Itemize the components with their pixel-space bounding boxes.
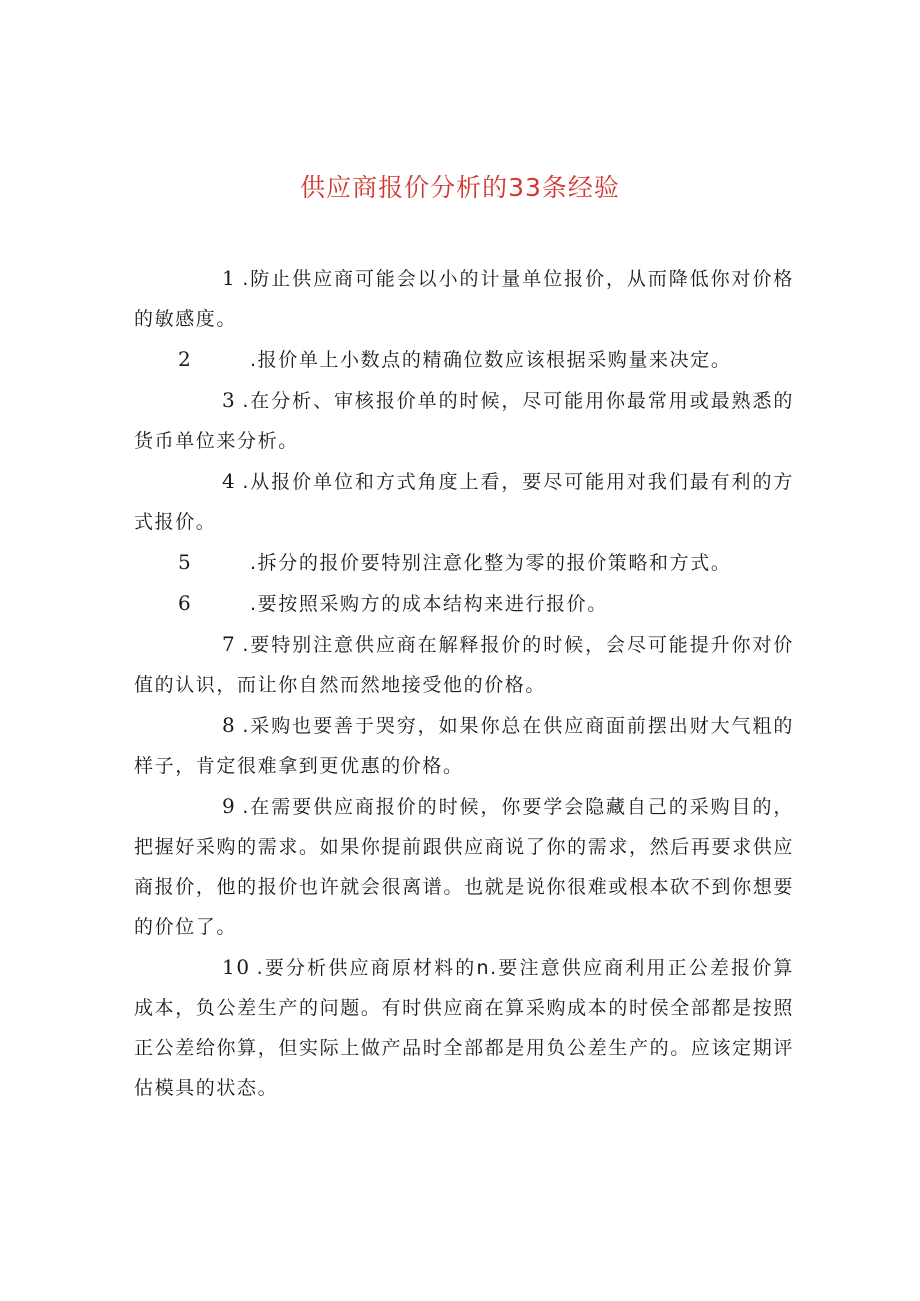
list-item bbox=[134, 624, 794, 705]
list-item bbox=[134, 705, 794, 786]
item-number: 7 bbox=[222, 632, 237, 656]
list-item bbox=[134, 947, 794, 1108]
document-title: 供应商报价分析的33条经验 bbox=[300, 173, 620, 202]
item-text: .拆分的报价要特别注意化整为零的报价策略和方式。 bbox=[250, 552, 732, 574]
item-number: 5 bbox=[178, 550, 193, 574]
item-number: 8 bbox=[222, 713, 237, 737]
list-item bbox=[134, 786, 794, 947]
item-text: .报价单上小数点的精确位数应该根据采购量来决定。 bbox=[250, 349, 732, 371]
item-text: .在需要供应商报价的时候，你要学会隐藏自己的采购目的，把握好采购的需求。如果你提前跟供应商说了你的需求，然后再要求供应商报价，他的报价也许就会很离谱。也就是说你很难或根本砍不到你想要的价位了。 bbox=[134, 796, 794, 938]
list-item bbox=[134, 542, 794, 583]
item-number: 4 bbox=[222, 469, 237, 493]
item-text: .采购也要善于哭穷，如果你总在供应商面前摆出财大气粗的样子，肯定很难拿到更优惠的价格。 bbox=[134, 715, 794, 777]
list-item bbox=[134, 380, 794, 461]
item-text: .从报价单位和方式角度上看，要尽可能用对我们最有利的方式报价。 bbox=[134, 471, 794, 533]
item-number: 1 bbox=[222, 266, 237, 290]
item-number: 3 bbox=[222, 388, 237, 412]
list-item bbox=[134, 258, 794, 339]
item-number: 2 bbox=[178, 347, 193, 371]
item-text: .要分析供应商原材料的n.要注意供应商利用正公差报价算成本，负公差生产的问题。有时供应商在算采购成本的时侯全部都是按照正公差给你算，但实际上做产品时全部都是用负公差生产的。应该定期评估模具的状态。 bbox=[134, 957, 794, 1099]
item-text: .要特别注意供应商在解释报价的时候，会尽可能提升你对价值的认识，而让你自然而然地接受他的价格。 bbox=[134, 634, 794, 696]
list-item bbox=[134, 461, 794, 542]
list-item bbox=[134, 583, 794, 624]
item-text: .在分析、审核报价单的时候，尽可能用你最常用或最熟悉的货币单位来分析。 bbox=[134, 390, 794, 452]
item-number: 6 bbox=[178, 591, 193, 615]
item-number: 9 bbox=[222, 794, 237, 818]
item-text: .防止供应商可能会以小的计量单位报价，从而降低你对价格的敏感度。 bbox=[134, 268, 794, 330]
item-text: .要按照采购方的成本结构来进行报价。 bbox=[250, 593, 608, 615]
item-number: 10 bbox=[222, 955, 251, 979]
list-item bbox=[134, 339, 794, 380]
document-body bbox=[134, 258, 794, 1108]
